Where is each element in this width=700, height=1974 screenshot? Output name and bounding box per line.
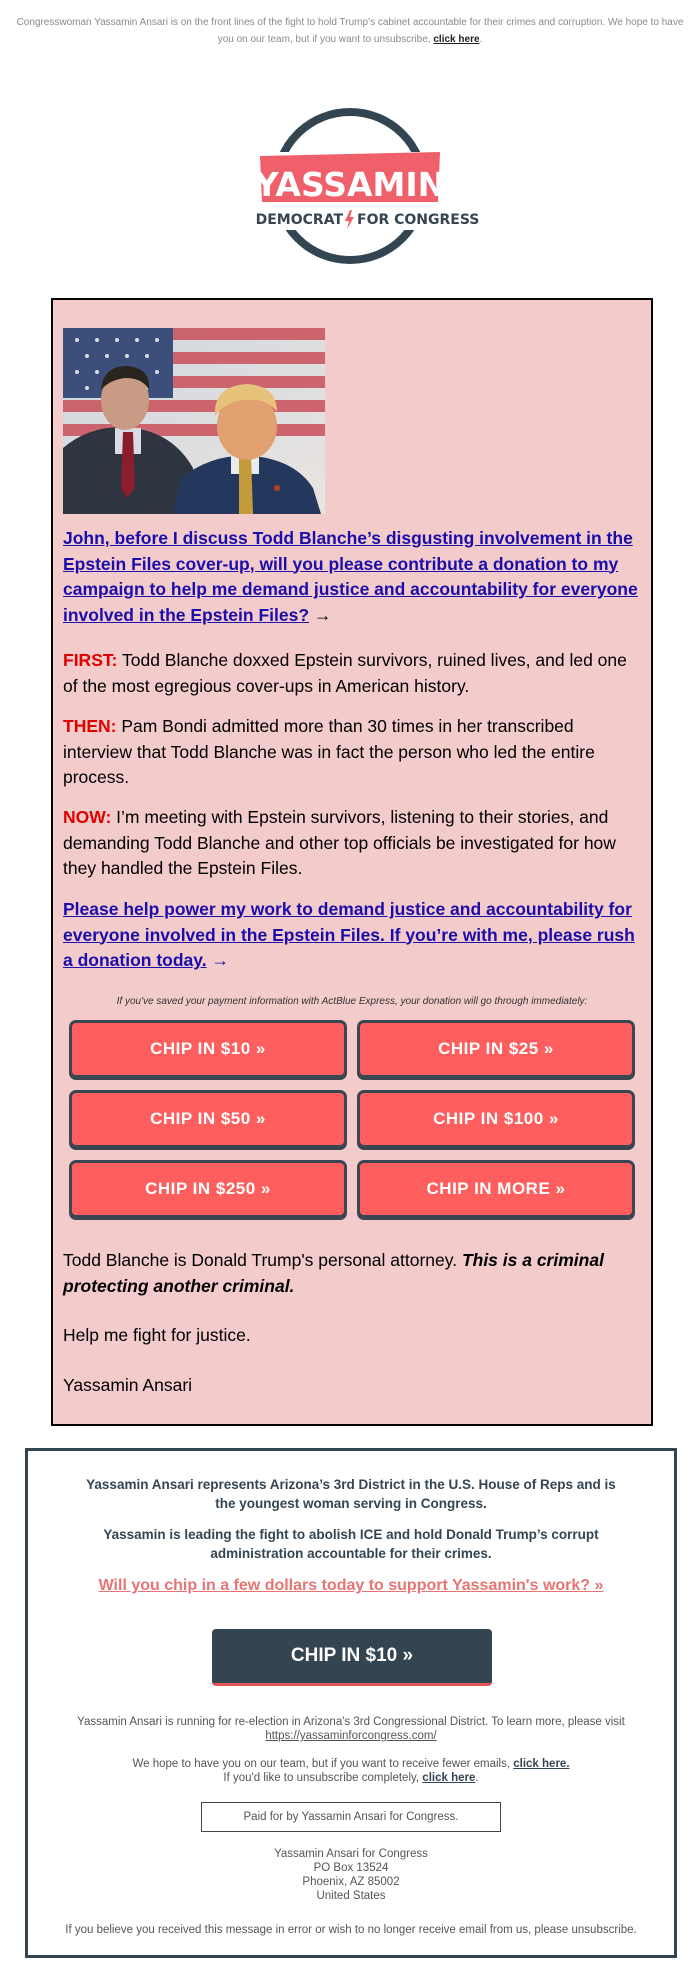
footer-intro-1: Yassamin Ansari represents Arizona’s 3rd District in the U.S. House of Reps and is the youngest woman serving in Congress. [86, 1477, 616, 1511]
then-text: Pam Bondi admitted more than 30 times in her transcribed interview that Todd Blanche was in fact the person who led the entire process. [63, 716, 595, 787]
arrow-right-icon: → [309, 604, 332, 625]
fewer-text: We hope to have you on our team, but if you want to receive fewer emails, [132, 1758, 511, 1770]
email-body [51, 298, 653, 1426]
campaign-logo [250, 104, 480, 268]
mailing-address [28, 1847, 674, 1903]
unsubscribe-link[interactable]: click here [422, 1772, 476, 1784]
unsub-end: . [475, 1772, 479, 1784]
closing-plain: Todd Blanche is Donald Trump's personal attorney. [63, 1250, 458, 1270]
logo-name: YASSAMIN [254, 165, 446, 204]
closing-paragraph [63, 1248, 643, 1299]
address-line: United States [316, 1890, 386, 1902]
footer-fewer-emails [28, 1757, 674, 1785]
logo-tagline-left: DEMOCRAT [255, 212, 343, 228]
logo-tagline-right: FOR CONGRESS [357, 212, 480, 228]
address-line: Phoenix, AZ 85002 [302, 1876, 400, 1888]
paid-for-disclaimer: Paid for by Yassamin Ansari for Congress. [201, 1802, 501, 1832]
fewer-emails-link[interactable]: click here. [513, 1758, 570, 1770]
address-line: PO Box 13524 [313, 1862, 389, 1874]
preheader-end: . [479, 34, 483, 45]
now-paragraph [63, 805, 643, 882]
reelection-text: Yassamin Ansari is running for re-election in Arizona's 3rd Congressional District. To learn more, please visit [77, 1716, 625, 1728]
help-fight-text: Help me fight for justice. [63, 1325, 251, 1345]
preheader [0, 14, 700, 48]
lead-donation-link[interactable]: John, before I discuss Todd Blanche’s disgusting involvement in the Epstein Files cover-up, will you please contribute a donation to my campaign to help me demand justice and accountability for everyone involved in the Epstein Files? [63, 528, 638, 625]
unsub-text: If you'd like to unsubscribe completely, [223, 1772, 420, 1784]
now-label: NOW: [63, 807, 112, 827]
chip-in-10-button[interactable]: CHIP IN $10 » [69, 1020, 347, 1078]
chip-in-50-button[interactable]: CHIP IN $50 » [69, 1090, 347, 1148]
address-line: Yassamin Ansari for Congress [274, 1848, 428, 1860]
chip-in-250-button[interactable]: CHIP IN $250 » [69, 1160, 347, 1218]
chip-in-100-button[interactable]: CHIP IN $100 » [357, 1090, 635, 1148]
now-text: I’m meeting with Epstein survivors, listening to their stories, and demanding Todd Blanche and other top officials be investigated for how they handled the Epstein Files. [63, 807, 616, 878]
first-label: FIRST: [63, 650, 118, 670]
footer-cta [28, 1577, 674, 1595]
footer-intro-2: Yassamin is leading the fight to abolish ICE and hold Donald Trump’s corrupt administration accountable for their crimes. [103, 1527, 599, 1561]
footer-reelection [28, 1715, 674, 1743]
help-paragraph [63, 897, 643, 974]
error-note: If you believe you received this message in error or wish to no longer receive email from us, please unsubscribe. [65, 1924, 637, 1936]
then-paragraph [63, 714, 643, 791]
actblue-note: If you've saved your payment information with ActBlue Express, your donation will go through immediately: [116, 996, 588, 1007]
first-text: Todd Blanche doxxed Epstein survivors, ruined lives, and led one of the most egregious cover-ups in American history. [63, 650, 627, 696]
chip-in-25-button[interactable]: CHIP IN $25 » [357, 1020, 635, 1078]
then-label: THEN: [63, 716, 117, 736]
preheader-text: Congresswoman Yassamin Ansari is on the front lines of the fight to hold Trump’s cabinet accountable for their crimes and corruption. We hope to have you on our team, but if you want to unsubscribe, [16, 17, 684, 45]
closing-emphasis: This is a criminal protecting another criminal. [63, 1250, 604, 1296]
help-donation-link[interactable]: Please help power my work to demand justice and accountability for everyone involved in the Epstein Files. If you’re with me, please rush a donation today. [63, 899, 635, 970]
chip-in-more-button[interactable]: CHIP IN MORE » [357, 1160, 635, 1218]
first-paragraph [63, 648, 643, 699]
candidates-photo [63, 328, 325, 514]
website-link[interactable]: https://yassaminforcongress.com/ [265, 1730, 437, 1742]
footer-chip-in-button[interactable]: CHIP IN $10 » [212, 1629, 492, 1686]
footer [25, 1448, 677, 1958]
preheader-unsubscribe-link[interactable]: click here [433, 34, 480, 45]
footer-cta-link[interactable]: Will you chip in a few dollars today to support Yassamin's work? » [98, 1577, 604, 1594]
lead-paragraph [63, 526, 643, 628]
signature: Yassamin Ansari [63, 1375, 193, 1395]
help-arrow-link[interactable]: → [206, 950, 229, 970]
